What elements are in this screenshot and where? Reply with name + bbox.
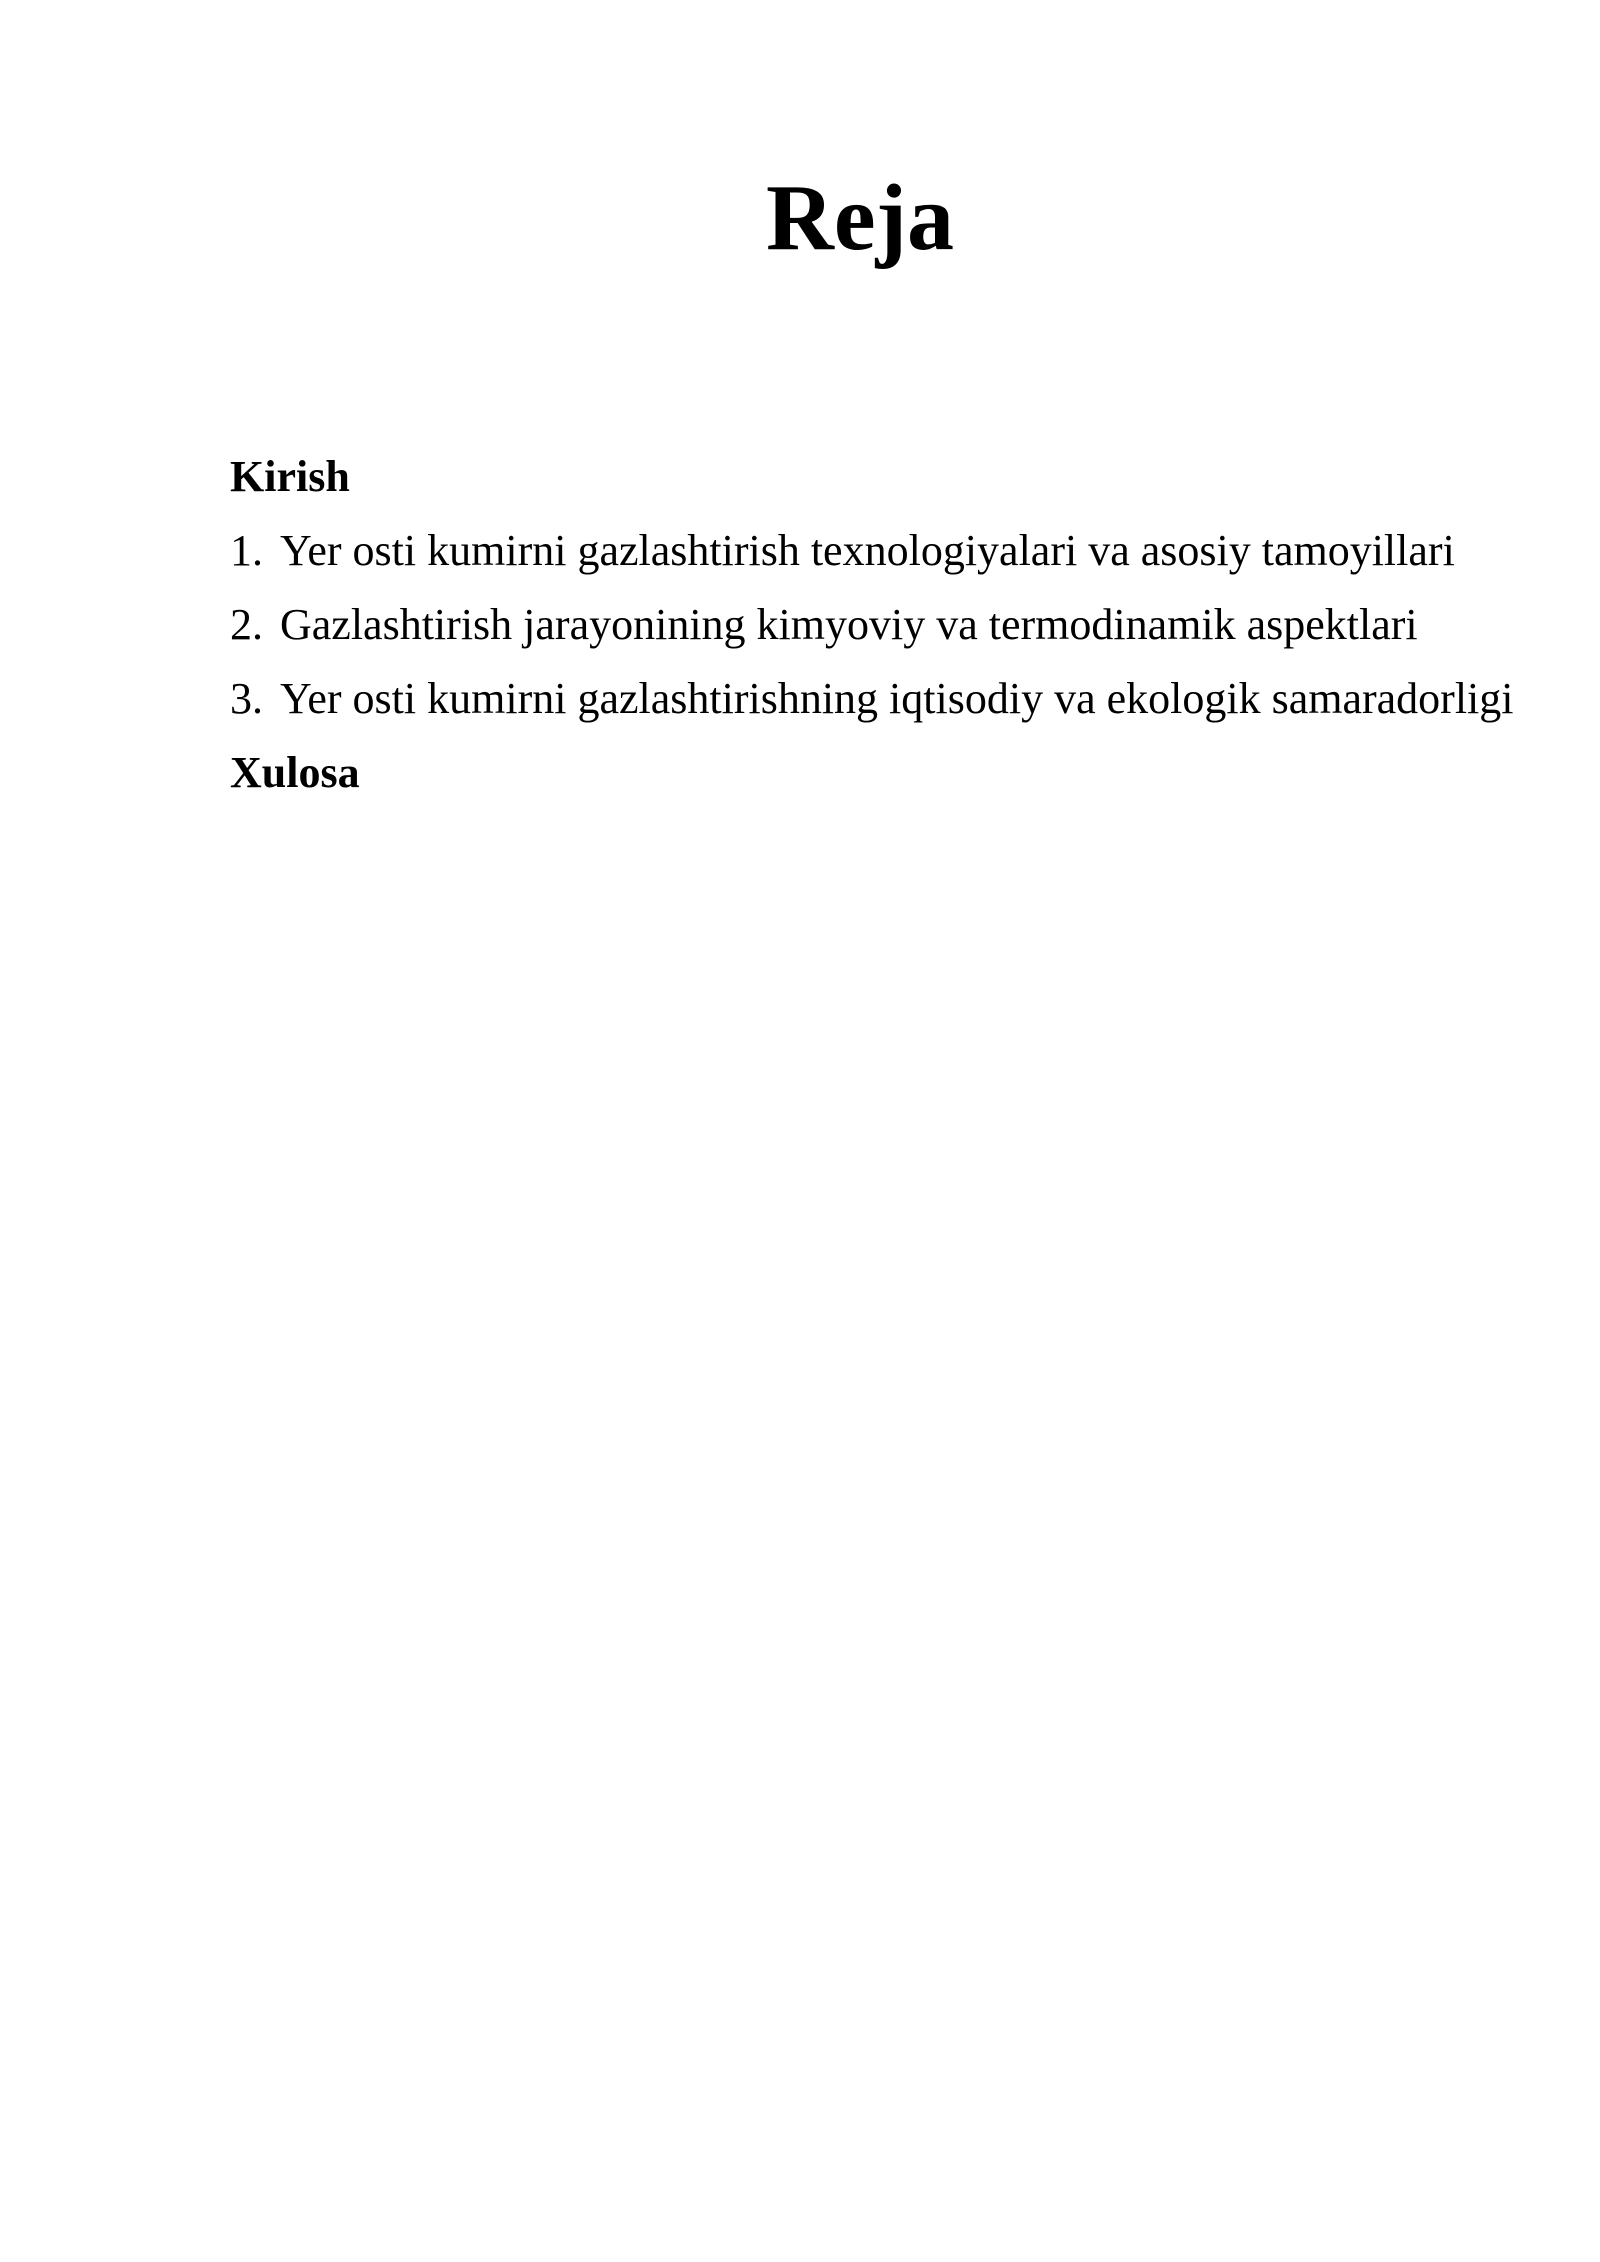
toc-item — [230, 588, 1530, 662]
toc-item-text: Yer osti kumirni gazlashtirishning iqtisodiy va ekologik samaradorligi — [280, 674, 1514, 723]
toc-item-text: Yer osti kumirni gazlashtirish texnologiyalari va asosiy tamoyillari — [280, 526, 1455, 575]
toc-conclusion: Xulosa — [230, 748, 360, 797]
toc-item — [230, 514, 1530, 588]
toc-item-number: 3. — [230, 674, 263, 723]
toc-intro: Kirish — [230, 452, 350, 501]
toc-item-number: 1. — [230, 526, 263, 575]
table-of-contents — [230, 440, 1530, 810]
page-title: Reja — [766, 166, 954, 270]
toc-item — [230, 662, 1530, 736]
toc-item-number: 2. — [230, 600, 263, 649]
toc-item-text: Gazlashtirish jarayonining kimyoviy va termodinamik aspektlari — [280, 600, 1418, 649]
